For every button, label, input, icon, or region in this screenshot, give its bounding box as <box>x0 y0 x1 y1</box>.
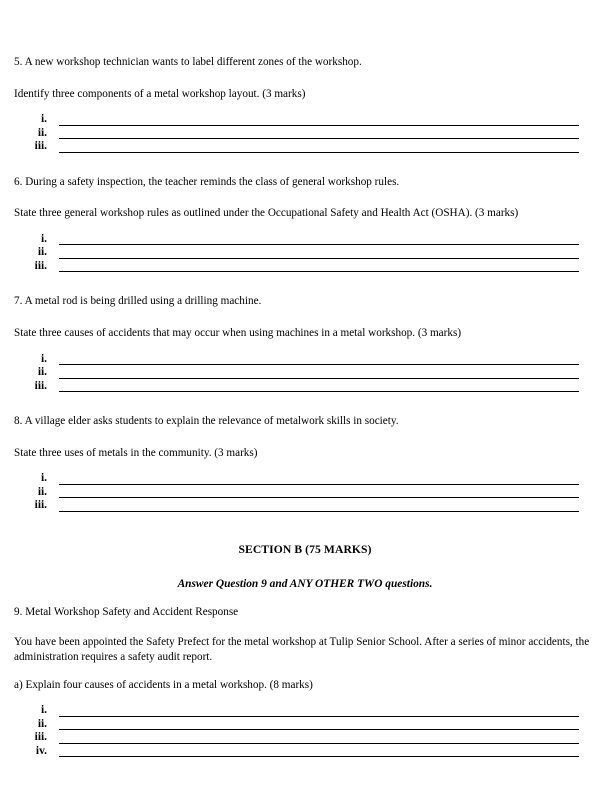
question-block-6 <box>14 176 596 274</box>
answer-row[interactable] <box>14 260 596 274</box>
answer-numeral: ii. <box>37 717 47 730</box>
question-block-5 <box>14 56 596 154</box>
question-9-scenario: You have been appointed the Safety Prefect for the metal workshop at Tulip Senior School. After a series of minor accidents, the administration requires a safety audit report. <box>14 636 590 663</box>
answer-numeral: ii. <box>37 246 47 259</box>
question-8-stem: 8. A village elder asks students to explain the relevance of metalwork skills in society. <box>14 415 399 428</box>
question-5-task: Identify three components of a metal workshop layout. (3 marks) <box>14 87 306 100</box>
answer-numeral: i. <box>40 232 47 245</box>
answer-row[interactable] <box>14 233 596 247</box>
answer-write-line[interactable] <box>59 743 579 744</box>
question-6-answer-lines <box>14 233 596 274</box>
answer-write-line[interactable] <box>59 244 579 245</box>
answer-numeral: iii. <box>34 259 47 272</box>
answer-row[interactable] <box>14 353 596 367</box>
answer-numeral: i. <box>40 472 47 485</box>
question-block-8 <box>14 415 596 513</box>
answer-write-line[interactable] <box>59 258 579 259</box>
section-b-heading: SECTION B (75 MARKS) <box>238 542 372 556</box>
question-9a-task: a) Explain four causes of accidents in a metal workshop. (8 marks) <box>14 678 313 691</box>
answer-write-line[interactable] <box>59 152 579 153</box>
question-5-stem: 5. A new workshop technician wants to label different zones of the workshop. <box>14 56 362 68</box>
answer-write-line[interactable] <box>59 729 579 730</box>
answer-row[interactable] <box>14 745 596 759</box>
answer-row[interactable] <box>14 704 596 718</box>
question-7-answer-lines <box>14 353 596 394</box>
question-6-task: State three general workshop rules as outlined under the Occupational Safety and Health Act (OSHA). (3 marks) <box>14 207 519 220</box>
question-5-answer-lines <box>14 113 596 154</box>
answer-numeral: ii. <box>37 485 47 498</box>
answer-row[interactable] <box>14 380 596 394</box>
answer-row[interactable] <box>14 366 596 380</box>
answer-row[interactable] <box>14 499 596 513</box>
answer-numeral: i. <box>40 704 47 717</box>
answer-write-line[interactable] <box>59 497 579 498</box>
answer-write-line[interactable] <box>59 511 579 512</box>
page-content <box>14 56 596 758</box>
answer-row[interactable] <box>14 140 596 154</box>
question-6-stem: 6. During a safety inspection, the teacher reminds the class of general workshop rules. <box>14 175 400 188</box>
answer-write-line[interactable] <box>59 484 579 485</box>
question-9a-answer-lines <box>14 704 596 758</box>
section-b-instruction: Answer Question 9 and ANY OTHER TWO questions. <box>177 577 433 590</box>
question-8-task: State three uses of metals in the community. (3 marks) <box>14 446 258 459</box>
answer-numeral: i. <box>40 113 47 126</box>
answer-write-line[interactable] <box>59 271 579 272</box>
answer-write-line[interactable] <box>59 364 579 365</box>
question-7-stem: 7. A metal rod is being drilled using a drilling machine. <box>14 295 262 308</box>
answer-numeral: ii. <box>37 366 47 379</box>
answer-write-line[interactable] <box>59 138 579 139</box>
answer-numeral: ii. <box>37 126 47 139</box>
answer-write-line[interactable] <box>59 391 579 392</box>
answer-row[interactable] <box>14 486 596 500</box>
question-8-answer-lines <box>14 472 596 513</box>
question-9-title: 9. Metal Workshop Safety and Accident Response <box>14 605 239 618</box>
answer-write-line[interactable] <box>59 756 579 757</box>
answer-numeral: iv. <box>35 744 47 757</box>
question-7-task: State three causes of accidents that may occur when using machines in a metal workshop. (3 marks) <box>14 326 462 339</box>
answer-row[interactable] <box>14 127 596 141</box>
answer-row[interactable] <box>14 731 596 745</box>
answer-write-line[interactable] <box>59 378 579 379</box>
answer-row[interactable] <box>14 472 596 486</box>
answer-numeral: iii. <box>34 140 47 153</box>
answer-write-line[interactable] <box>59 125 579 126</box>
answer-numeral: iii. <box>34 499 47 512</box>
question-block-7 <box>14 295 596 393</box>
answer-row[interactable] <box>14 718 596 732</box>
answer-numeral: i. <box>40 352 47 365</box>
answer-numeral: iii. <box>34 731 47 744</box>
answer-row[interactable] <box>14 246 596 260</box>
answer-numeral: iii. <box>34 379 47 392</box>
answer-row[interactable] <box>14 113 596 127</box>
answer-write-line[interactable] <box>59 716 579 717</box>
